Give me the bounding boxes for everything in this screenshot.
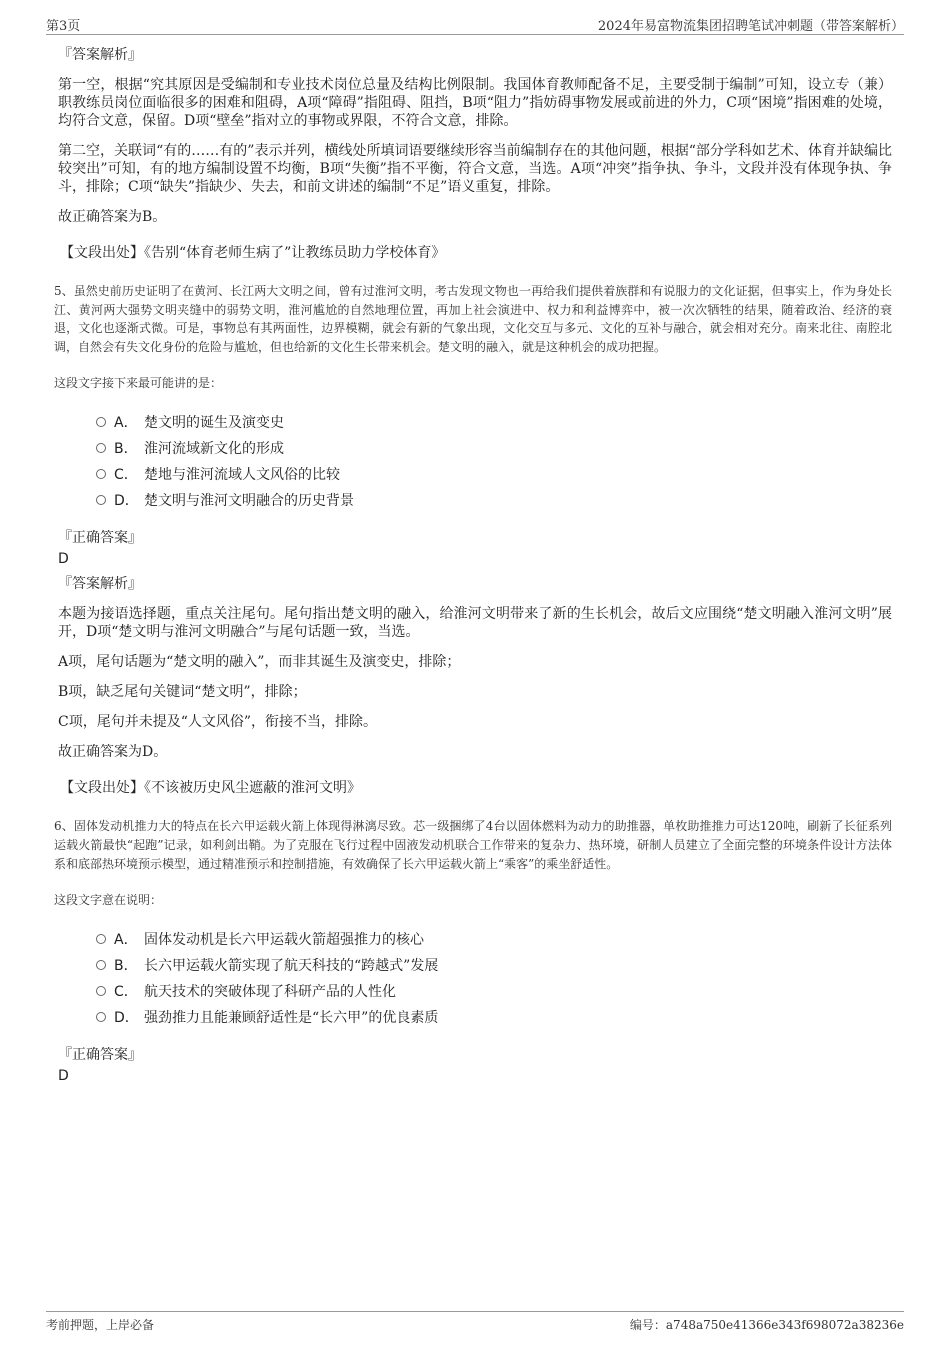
page-footer xyxy=(46,1311,904,1334)
document-title: 2024年易富物流集团招聘笔试冲刺题（带答案解析） xyxy=(597,19,904,34)
footer-slogan: 考前押题，上岸必备 xyxy=(46,1318,155,1332)
option-text: 航天技术的突破体现了科研产品的人性化 xyxy=(144,984,396,1001)
option-b[interactable] xyxy=(96,952,892,978)
radio-button[interactable] xyxy=(96,417,106,427)
page-header xyxy=(46,12,904,35)
option-c[interactable] xyxy=(96,978,892,1004)
conclusion-text: 故正确答案为D。 xyxy=(58,744,168,761)
source-citation: 【文段出处】《不该被历史风尘遮蔽的淮河文明》 xyxy=(60,780,361,797)
analysis-label: 『答案解析』 xyxy=(58,576,142,593)
option-text: 强劲推力且能兼顾舒适性是“长六甲”的优良素质 xyxy=(144,1010,439,1027)
correct-answer: D xyxy=(58,551,69,568)
option-letter: C． xyxy=(114,467,138,484)
source-citation: 【文段出处】《告别“体育老师生病了”让教练员助力学校体育》 xyxy=(60,245,446,261)
option-text: 长六甲运载火箭实现了航天科技的“跨越式”发展 xyxy=(144,958,439,975)
option-letter: A． xyxy=(114,932,138,949)
question-6-text: 6、固体发动机推力大的特点在长六甲运载火箭上体现得淋漓尽致。芯一级捆绑了4台以固体燃料为动力的助推器，单枚助推推力可达120吨，刷新了长征系列运载火箭最快“起跑”记录，如利剑出鞘。为了克服在飞行过程中固液发动机联合工作带来的复杂力、热环境，研制人员建立了全面完整的环境条件设计方法体系和底部热环境预示模型，通过精准预示和控制措施，有效确保了长六甲运载火箭上“乘客”的乘坐舒适性。 xyxy=(54,819,892,871)
analysis-paragraph: A项，尾句话题为“楚文明的融入”，而非其诞生及演变史，排除； xyxy=(58,654,461,671)
option-c[interactable] xyxy=(96,461,892,487)
analysis-paragraph: 第二空，关联词“有的……有的”表示并列，横线处所填词语要继续形容当前编制存在的其他问题，根据“部分学科如艺术、体育并缺编比较突出”可知，有的地方编制设置不均衡，B项“失衡”指不平衡，符合文意，当选。A项“冲突”指争执、争斗，文段并没有体现争执、争斗，排除；C项“缺失”指缺少、失去，和前文讲述的编制“不足”语义重复，排除。 xyxy=(58,143,892,195)
question-5-prompt: 这段文字接下来最可能讲的是： xyxy=(54,376,223,391)
option-d[interactable] xyxy=(96,487,892,513)
option-letter: D． xyxy=(114,493,139,510)
option-letter: B． xyxy=(114,441,138,458)
option-text: 淮河流域新文化的形成 xyxy=(144,441,284,458)
option-letter: A． xyxy=(114,415,138,432)
question-5-text: 5、虽然史前历史证明了在黄河、长江两大文明之间，曾有过淮河文明，考古发现文物也一再给我们提供着族群和有说服力的文化证据，但事实上，作为身处长江、黄河两大强势文明夹缝中的弱势文明，淮河尴尬的自然地理位置，再加上社会演进中、权力和利益博弈中，被一次次牺牲的结果，随着政治、经济的衰退，文化也逐渐式微。可是，事物总有其两面性，边界模糊，就会有新的气象出现，文化交互与多元、文化的互补与融合，就会相对充分。南来北往、南腔北调，自然会有失文化身份的危险与尴尬，但也给新的文化生长带来机会。楚文明的融入，就是这种机会的成功把握。 xyxy=(54,284,892,354)
analysis-paragraph: B项，缺乏尾句关键词“楚文明”，排除； xyxy=(58,684,307,701)
option-text: 固体发动机是长六甲运载火箭超强推力的核心 xyxy=(144,932,424,949)
analysis-paragraph: C项，尾句并未提及“人文风俗”，衔接不当，排除。 xyxy=(58,714,378,731)
question-6-options xyxy=(96,926,892,1030)
option-text: 楚文明的诞生及演变史 xyxy=(144,415,284,432)
radio-button[interactable] xyxy=(96,443,106,453)
option-a[interactable] xyxy=(96,409,892,435)
option-letter: D． xyxy=(114,1010,139,1027)
option-b[interactable] xyxy=(96,435,892,461)
conclusion-text: 故正确答案为B。 xyxy=(58,209,167,225)
option-d[interactable] xyxy=(96,1004,892,1030)
analysis-paragraph: 第一空，根据“究其原因是受编制和专业技术岗位总量及结构比例限制。我国体育教师配备不足，主要受制于编制”可知，设立专（兼）职教练员岗位面临很多的困难和阻碍，A项“障碍”指阻碍、阻挡，B项“阻力”指妨碍事物发展或前进的外力，C项“困境”指困难的处境，均符合文意，保留。D项“壁垒”指对立的事物或界限，不符合文意，排除。 xyxy=(58,77,892,129)
radio-button[interactable] xyxy=(96,1012,106,1022)
main-content xyxy=(56,44,892,1090)
radio-button[interactable] xyxy=(96,934,106,944)
option-text: 楚地与淮河流域人文风俗的比较 xyxy=(144,467,340,484)
question-5-options xyxy=(96,409,892,513)
question-6-prompt: 这段文字意在说明： xyxy=(54,893,163,908)
radio-button[interactable] xyxy=(96,960,106,970)
option-letter: C． xyxy=(114,984,138,1001)
correct-answer-label: 『正确答案』 xyxy=(58,530,142,547)
correct-answer: D xyxy=(58,1068,69,1085)
radio-button[interactable] xyxy=(96,495,106,505)
document-code: 编号：a748a750e41366e343f698072a38236e xyxy=(629,1318,904,1332)
option-text: 楚文明与淮河文明融合的历史背景 xyxy=(144,493,354,510)
analysis-paragraph: 本题为接语选择题，重点关注尾句。尾句指出楚文明的融入，给淮河文明带来了新的生长机会，故后文应围绕“楚文明融入淮河文明”展开，D项“楚文明与淮河文明融合”与尾句话题一致，当选。 xyxy=(58,606,892,641)
radio-button[interactable] xyxy=(96,986,106,996)
analysis-label: 『答案解析』 xyxy=(58,47,142,63)
page-number: 第3页 xyxy=(46,19,81,34)
radio-button[interactable] xyxy=(96,469,106,479)
option-a[interactable] xyxy=(96,926,892,952)
option-letter: B． xyxy=(114,958,138,975)
correct-answer-label: 『正确答案』 xyxy=(58,1047,142,1064)
